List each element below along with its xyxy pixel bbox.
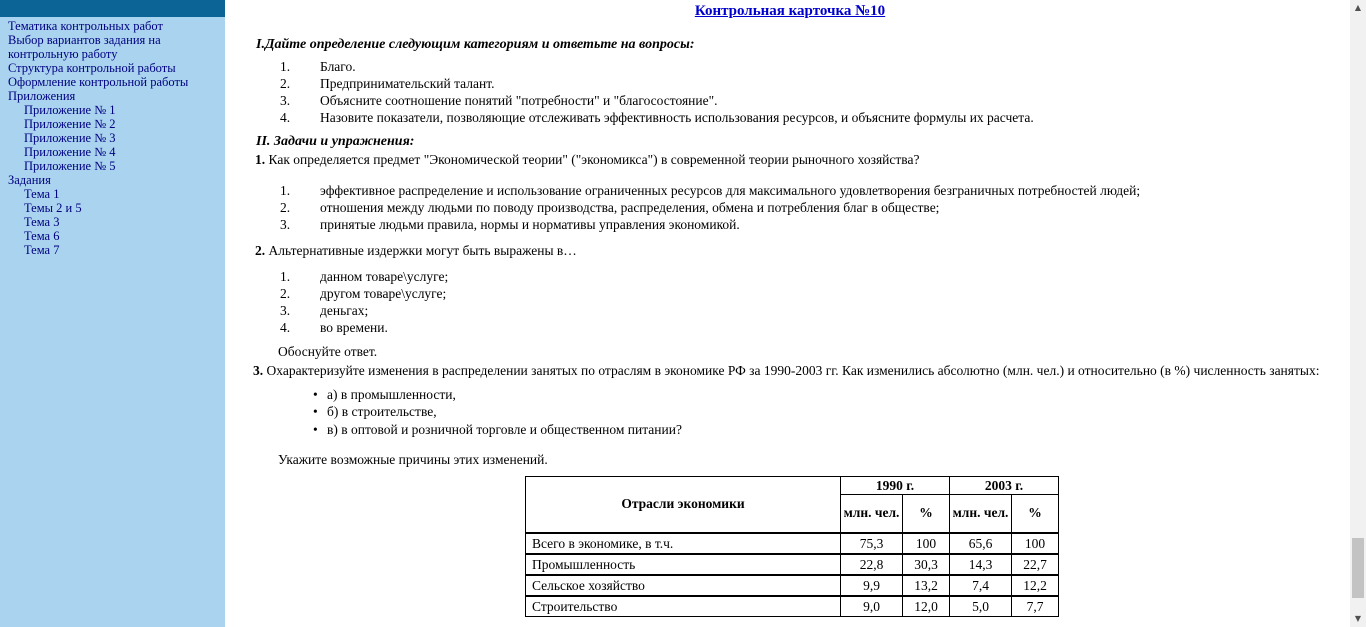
table-header-2003: 2003 г.	[950, 477, 1059, 495]
list-item-number: 3.	[280, 93, 291, 108]
question-1-options	[233, 182, 1347, 233]
row-label: Промышленность	[526, 554, 841, 575]
list-item-text: данном товаре\услуге;	[320, 269, 449, 284]
table-row	[526, 596, 1059, 617]
cell-value: 7,4	[950, 575, 1012, 596]
table-header-branch: Отрасли экономики	[526, 477, 841, 533]
bullet-icon: •	[313, 421, 318, 437]
list-item	[280, 199, 1347, 216]
question-2-text: Альтернативные издержки могут быть выражены в…	[265, 243, 577, 258]
sidebar-item-tema-6[interactable]: Тема 6	[24, 229, 60, 243]
table-subheader-pct-2003: %	[1012, 495, 1059, 533]
list-item-text: эффективное распределение и использование ограниченных ресурсов для максимального удовлетворения безграничных потребностей людей;	[320, 183, 1141, 198]
list-item	[280, 268, 1347, 285]
bullet-item	[313, 421, 1347, 439]
list-item-number: 4.	[280, 320, 291, 335]
list-item-number: 1.	[280, 269, 291, 284]
list-item-number: 2.	[280, 200, 291, 215]
question-3-number: 3.	[253, 363, 264, 378]
table-header-1990: 1990 г.	[841, 477, 950, 495]
list-item-number: 1.	[280, 59, 291, 74]
table-subheader-pct-1990: %	[903, 495, 950, 533]
bullet-icon: •	[313, 404, 318, 419]
sidebar-header-bar	[0, 0, 225, 17]
scroll-up-icon[interactable]: ▲	[1354, 3, 1362, 12]
bullet-text: б) в строительстве,	[327, 404, 437, 419]
list-item-number: 3.	[280, 217, 291, 232]
list-item	[280, 92, 1347, 109]
list-item-number: 3.	[280, 303, 291, 318]
sidebar-item-tema-7[interactable]: Тема 7	[24, 243, 60, 257]
sidebar-item-prilozhenie-2[interactable]: Приложение № 2	[24, 117, 116, 131]
list-item	[280, 302, 1347, 319]
bullet-text: а) в промышленности,	[327, 386, 456, 402]
page-title-link[interactable]: Контрольная карточка №10	[694, 3, 886, 19]
list-item	[280, 109, 1347, 126]
sidebar-item-temy-2-5[interactable]: Темы 2 и 5	[24, 201, 82, 215]
bullet-item	[313, 386, 1347, 404]
question-2-options	[233, 268, 1347, 336]
employment-table	[525, 476, 1059, 617]
sidebar-item-tema-1[interactable]: Тема 1	[24, 187, 60, 201]
sidebar-item-tematika[interactable]: Тематика контрольных работ	[8, 19, 163, 33]
list-item	[280, 58, 1347, 75]
main-content	[233, 0, 1347, 627]
list-item	[280, 182, 1347, 199]
page-title-line	[233, 3, 1347, 20]
bullet-item	[313, 403, 1347, 421]
sidebar-item-prilozhenie-3[interactable]: Приложение № 3	[24, 131, 116, 145]
sidebar-item-vybor-variantov[interactable]: Выбор вариантов задания на контрольную работу	[8, 33, 161, 61]
row-label: Строительство	[526, 596, 841, 617]
sidebar-nav	[0, 17, 225, 257]
table-row	[526, 533, 1059, 554]
scroll-down-icon[interactable]: ▼	[1354, 614, 1362, 623]
section-1-list	[233, 58, 1347, 126]
list-item-number: 2.	[280, 76, 291, 91]
list-item-text: другом товаре\услуге;	[320, 286, 447, 301]
sidebar-item-struktura[interactable]: Структура контрольной работы	[8, 61, 176, 75]
list-item	[280, 216, 1347, 233]
sidebar	[0, 0, 225, 627]
row-label: Всего в экономике, в т.ч.	[526, 533, 841, 554]
list-item	[280, 75, 1347, 92]
sidebar-item-zadaniya[interactable]: Задания	[8, 173, 51, 187]
sidebar-item-prilozhenie-1[interactable]: Приложение № 1	[24, 103, 116, 117]
sidebar-item-prilozhenie-5[interactable]: Приложение № 5	[24, 159, 116, 173]
list-item-text: Назовите показатели, позволяющие отслеживать эффективность использования ресурсов, и объясните формулы их расчета.	[320, 110, 1034, 125]
sidebar-item-prilozheniya[interactable]: Приложения	[8, 89, 76, 103]
sidebar-item-oformlenie[interactable]: Оформление контрольной работы	[8, 75, 189, 89]
cell-value: 14,3	[950, 554, 1012, 575]
list-item-number: 4.	[280, 110, 291, 125]
section-1-heading: I.Дайте определение следующим категориям и ответьте на вопросы:	[256, 37, 695, 52]
question-3-text: Охарактеризуйте изменения в распределении занятых по отраслям в экономике РФ за 1990-2003 гг. Как изменились абсолютно (млн. чел.) и относительно (в %) численность занятых:	[263, 363, 1320, 378]
vertical-scrollbar[interactable]	[1350, 0, 1366, 627]
list-item-text: Предпринимательский талант.	[320, 76, 495, 91]
cell-value: 30,3	[903, 554, 950, 575]
cell-value: 75,3	[841, 533, 903, 554]
cell-value: 22,7	[1012, 554, 1059, 575]
table-row	[526, 575, 1059, 596]
sidebar-item-prilozhenie-4[interactable]: Приложение № 4	[24, 145, 116, 159]
list-item-text: Благо.	[320, 59, 356, 74]
bullet-icon: •	[313, 386, 318, 402]
question-1-number: 1.	[255, 152, 266, 167]
question-3	[233, 362, 1347, 380]
table-subheader-mln-1990: млн. чел.	[841, 495, 903, 533]
sidebar-item-tema-3[interactable]: Тема 3	[24, 215, 60, 229]
table-row	[526, 554, 1059, 575]
list-item	[280, 285, 1347, 302]
question-2-note: Обоснуйте ответ.	[278, 344, 378, 359]
cell-value: 22,8	[841, 554, 903, 575]
question-3-note: Укажите возможные причины этих изменений.	[278, 452, 548, 467]
question-1-text: Как определяется предмет "Экономической теории" ("экономикса") в современной теории рыночного хозяйства?	[265, 152, 920, 167]
scrollbar-thumb[interactable]	[1352, 538, 1364, 598]
cell-value: 5,0	[950, 596, 1012, 617]
cell-value: 13,2	[903, 575, 950, 596]
bullet-text: в) в оптовой и розничной торговле и общественном питании?	[327, 421, 682, 437]
list-item-text: Объясните соотношение понятий "потребности" и "благосостояние".	[320, 93, 718, 108]
list-item-number: 1.	[280, 183, 291, 198]
list-item-text: принятые людьми правила, нормы и нормативы управления экономикой.	[320, 217, 740, 232]
question-3-bullets	[313, 386, 1347, 439]
cell-value: 9,0	[841, 596, 903, 617]
cell-value: 7,7	[1012, 596, 1059, 617]
row-label: Сельское хозяйство	[526, 575, 841, 596]
cell-value: 100	[1012, 533, 1059, 554]
question-2	[255, 242, 1347, 259]
cell-value: 12,2	[1012, 575, 1059, 596]
section-2-heading: II. Задачи и упражнения:	[256, 134, 415, 149]
list-item	[280, 319, 1347, 336]
list-item-text: во времени.	[320, 320, 388, 335]
cell-value: 100	[903, 533, 950, 554]
list-item-text: деньгах;	[320, 303, 369, 318]
employment-table-wrap	[525, 476, 1347, 617]
list-item-number: 2.	[280, 286, 291, 301]
cell-value: 65,6	[950, 533, 1012, 554]
table-subheader-mln-2003: млн. чел.	[950, 495, 1012, 533]
cell-value: 12,0	[903, 596, 950, 617]
list-item-text: отношения между людьми по поводу производства, распределения, обмена и потребления благ в обществе;	[320, 200, 940, 215]
cell-value: 9,9	[841, 575, 903, 596]
question-2-number: 2.	[255, 243, 266, 258]
question-1	[255, 151, 1347, 168]
